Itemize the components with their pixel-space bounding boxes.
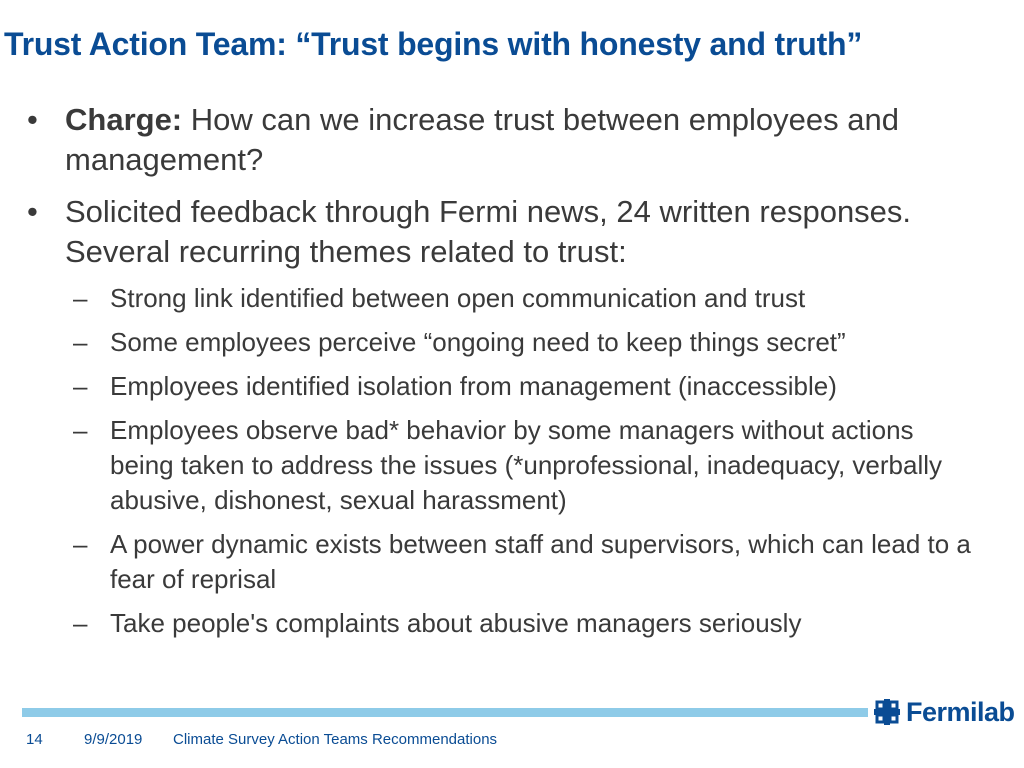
sub-bullet-text: Some employees perceive “ongoing need to keep things secret” bbox=[110, 327, 846, 357]
sub-bullet-text: A power dynamic exists between staff and supervisors, which can lead to a fear of reprisal bbox=[110, 529, 971, 594]
fermilab-logo-text: Fermilab bbox=[906, 696, 1015, 727]
bullet-text: Solicited feedback through Fermi news, 24 written responses. Several recurring themes related to trust: bbox=[65, 194, 912, 269]
dash-marker: – bbox=[73, 283, 88, 313]
sub-bullet-text: Employees identified isolation from management (inaccessible) bbox=[110, 371, 837, 401]
page-number: 14 bbox=[26, 731, 43, 748]
dash-marker: – bbox=[73, 371, 88, 401]
bullet-lead: Charge: bbox=[65, 102, 183, 137]
dash-marker: – bbox=[73, 327, 88, 357]
dash-marker: – bbox=[73, 529, 88, 559]
slide-body bbox=[0, 100, 1024, 641]
bullet-marker: • bbox=[27, 194, 38, 229]
sub-bullet bbox=[0, 281, 1024, 316]
bullet-text: How can we increase trust between employees and management? bbox=[65, 102, 899, 177]
slide-title: Trust Action Team: “Trust begins with honesty and truth” bbox=[4, 26, 863, 62]
dash-marker: – bbox=[73, 415, 88, 445]
footer-date: 9/9/2019 bbox=[84, 731, 143, 748]
sub-bullet bbox=[0, 413, 1024, 518]
footer-bar bbox=[22, 708, 868, 717]
bullet-charge bbox=[0, 100, 1024, 180]
sub-bullet bbox=[0, 325, 1024, 360]
dash-marker: – bbox=[73, 608, 88, 638]
fermilab-logo bbox=[874, 697, 1015, 727]
fermilab-logo-icon bbox=[874, 699, 900, 725]
sub-bullet-text: Strong link identified between open communication and trust bbox=[110, 283, 806, 313]
sub-bullet-text: Employees observe bad* behavior by some managers without actions being taken to address the issues (*unprofessional, inadequacy, verbally abusive, dishonest, sexual harassment) bbox=[110, 415, 943, 515]
sub-bullet bbox=[0, 606, 1024, 641]
bullet-feedback bbox=[0, 192, 1024, 272]
sub-bullet bbox=[0, 527, 1024, 597]
sub-bullet bbox=[0, 369, 1024, 404]
footer-caption: Climate Survey Action Teams Recommendations bbox=[173, 731, 498, 748]
sub-bullet-text: Take people's complaints about abusive managers seriously bbox=[110, 608, 802, 638]
bullet-marker: • bbox=[27, 102, 38, 137]
